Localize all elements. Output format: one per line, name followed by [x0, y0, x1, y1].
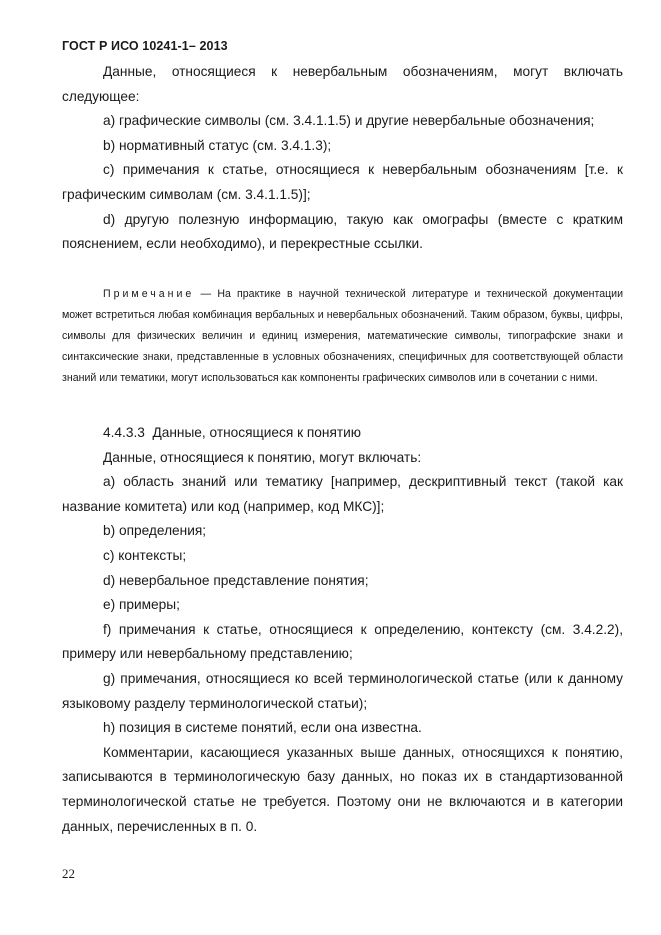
- concept-list-item-f: f) примечания к статье, относящиеся к определению, контексту (см. 3.4.2.2), примеру или невербальному представлению;: [62, 621, 623, 662]
- concept-list-item-h: h) позиция в системе понятий, если она известна.: [103, 720, 422, 736]
- concept-data-section: [62, 421, 623, 839]
- concept-closing-paragraph: Комментарии, касающиеся указанных выше данных, относящихся к понятию, записываются в терминологическую базу данных, но показ их в стандартизованной терминологической статье не требуется. Поэтому они не включаются и в категории данных, перечисленных в п. 0.: [62, 744, 623, 834]
- concept-intro-paragraph: Данные, относящиеся к понятию, могут включать:: [103, 449, 422, 465]
- nonverbal-list-item-d: d) другую полезную информацию, такую как омографы (вместе с кратким пояснением, если необходимо), и перекрестные ссылки.: [62, 211, 623, 252]
- page-number: 22: [62, 866, 75, 881]
- note-text: — На практике в научной технической литературе и технической документации может встретиться любая комбинация вербальных и невербальных обозначений. Таким образом, буквы, цифры, символы для физических величин и единиц измерения, математические символы, типографские знаки и синтаксические знаки, представленные в условных обозначениях, специфичных для соответствующей области знаний или тематики, могут использоваться как компоненты графических символов или в сочетании с ними.: [62, 288, 623, 384]
- nonverbal-intro-paragraph: Данные, относящиеся к невербальным обозначениям, могут включать следующее:: [62, 64, 623, 104]
- nonverbal-data-section: [62, 60, 623, 257]
- concept-list-item-b: b) определения;: [103, 523, 207, 539]
- nonverbal-list-item-c: с) примечания к статье, относящиеся к невербальным обозначениям [т.е. к графическим символам (см. 3.4.1.1.5)];: [62, 162, 623, 202]
- section-heading-4-4-3-3: 4.4.3.3 Данные, относящиеся к понятию: [103, 425, 362, 440]
- concept-list-item-d: d) невербальное представление понятия;: [103, 572, 369, 588]
- note-label: Примечание: [103, 288, 195, 300]
- concept-list-item-g: g) примечания, относящиеся ко всей терминологической статье (или к данному языковому разделу терминологической статьи);: [62, 670, 623, 711]
- concept-list-item-c: с) контексты;: [103, 547, 187, 563]
- nonverbal-list-item-a: а) графические символы (см. 3.4.1.1.5) и другие невербальные обозначения;: [103, 113, 595, 129]
- concept-list-item-e: е) примеры;: [103, 597, 180, 613]
- note-paragraph: [62, 284, 623, 389]
- document-code-header: ГОСТ Р ИСО 10241-1– 2013: [62, 39, 228, 53]
- nonverbal-list-item-b: b) нормативный статус (см. 3.4.1.3);: [103, 137, 332, 153]
- concept-list-item-a: а) область знаний или тематику [например, дескриптивный текст (такой как название комитета) или код (например, код МКС)];: [62, 474, 623, 514]
